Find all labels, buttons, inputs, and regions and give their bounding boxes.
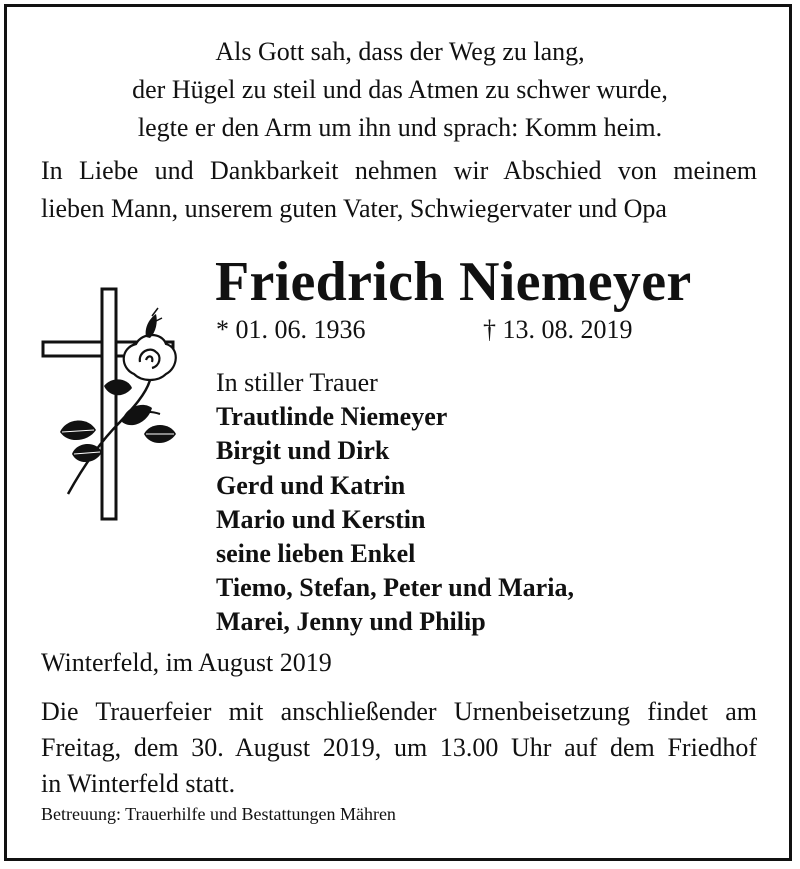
poem-line: legte er den Arm um ihn und sprach: Komm heim. (137, 113, 663, 142)
mourner-name: Marei, Jenny und Philip (216, 607, 486, 637)
mourner-name: Tiemo, Stefan, Peter und Maria, (216, 573, 574, 603)
mourners-list (216, 366, 574, 640)
intro-line: In Liebe und Dankbarkeit nehmen wir Abschied von meinem (41, 156, 757, 185)
death-date: † 13. 08. 2019 (483, 315, 633, 344)
mourner-name: seine lieben Enkel (216, 539, 416, 569)
poem-line: der Hügel zu steil und das Atmen zu schwer wurde, (132, 75, 668, 104)
service-line: Die Trauerfeier mit anschließender Urnenbeisetzung findet am (41, 697, 757, 726)
mourners-heading: In stiller Trauer (216, 368, 378, 397)
mourner-name: Birgit und Dirk (216, 436, 390, 466)
service-line: in Winterfeld statt. (41, 769, 236, 798)
mourner-name: Trautlinde Niemeyer (216, 402, 448, 432)
poem (0, 33, 800, 147)
intro-text (41, 152, 757, 228)
funeral-home-credit: Betreuung: Trauerhilfe und Bestattungen Mähren (41, 804, 396, 824)
intro-line: lieben Mann, unserem guten Vater, Schwiegervater und Opa (41, 194, 667, 223)
deceased-name: Friedrich Niemeyer (215, 251, 692, 313)
service-line: Freitag, dem 30. August 2019, um 13.00 Uhr auf dem Friedhof (41, 733, 757, 762)
mourner-name: Mario und Kerstin (216, 504, 426, 534)
cross-with-rose-icon (38, 282, 188, 522)
poem-line: Als Gott sah, dass der Weg zu lang, (215, 37, 585, 66)
place-date: Winterfeld, im August 2019 (41, 648, 332, 677)
mourner-name: Gerd und Katrin (216, 470, 406, 500)
birth-date: * 01. 06. 1936 (216, 315, 366, 344)
service-announcement (41, 694, 757, 802)
